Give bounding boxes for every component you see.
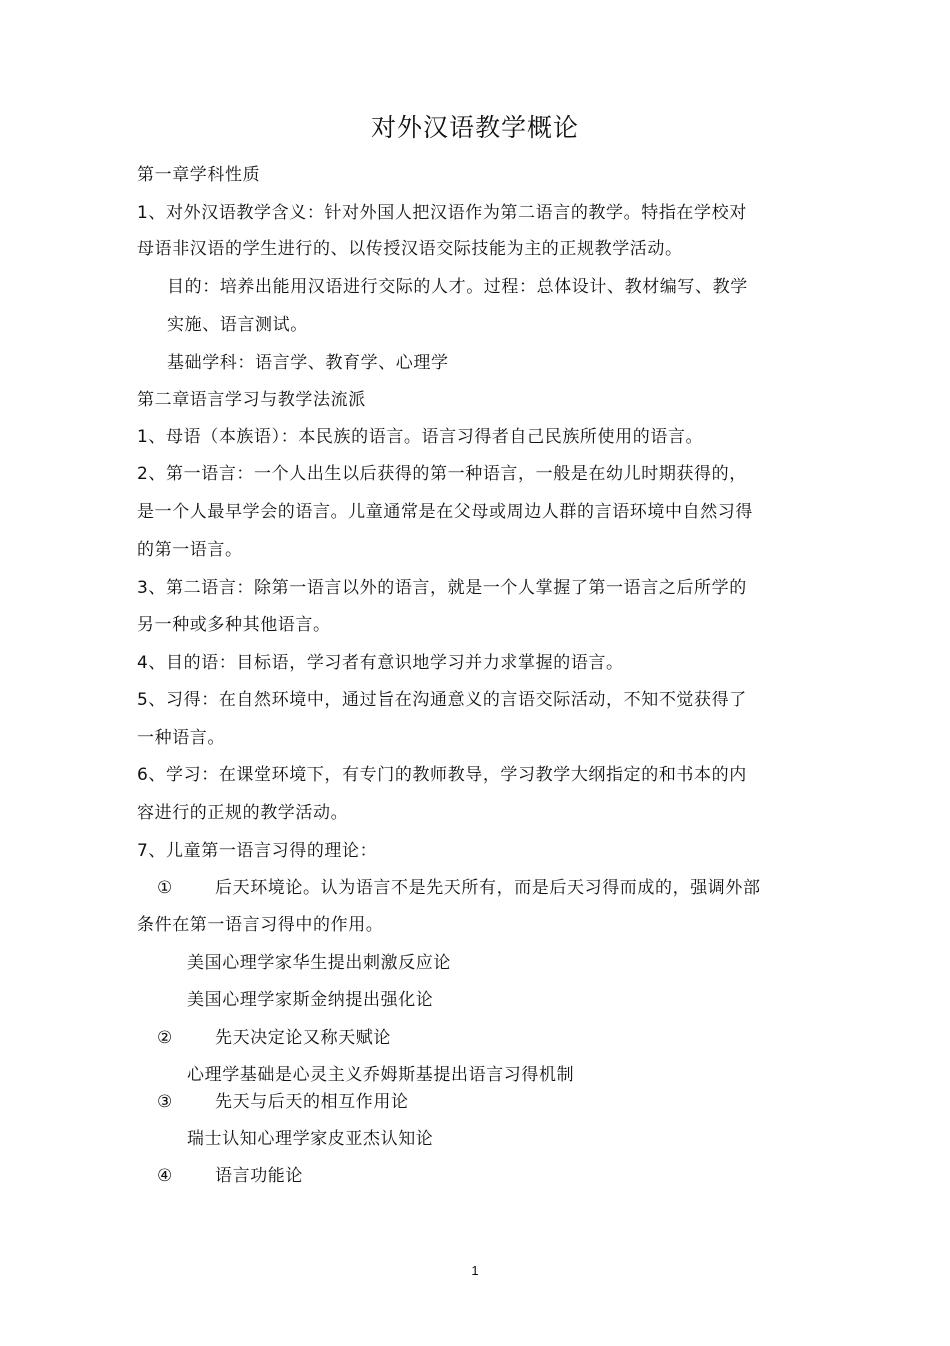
paragraph-line: 7、儿童第一语言习得的理论：	[137, 841, 378, 861]
paragraph-line: 另一种或多种其他语言。	[137, 615, 331, 635]
paragraph-line: 目的：培养出能用汉语进行交际的人才。过程：总体设计、教材编写、教学	[167, 277, 748, 297]
list-item-text: 先天决定论又称天赋论	[215, 1028, 391, 1048]
paragraph-line: 条件在第一语言习得中的作用。	[137, 915, 384, 935]
paragraph-line: 1、母语（本族语）：本民族的语言。语言习得者自己民族所使用的语言。	[137, 427, 704, 447]
paragraph-line: 1、对外汉语教学含义：针对外国人把汉语作为第二语言的教学。特指在学校对	[137, 203, 747, 223]
list-marker: ①	[157, 878, 173, 898]
paragraph-line: 母语非汉语的学生进行的、以传授汉语交际技能为主的正规教学活动。	[137, 239, 683, 259]
paragraph-line: 实施、语言测试。	[167, 315, 308, 335]
paragraph-line: 心理学基础是心灵主义乔姆斯基提出语言习得机制	[187, 1065, 575, 1085]
paragraph-line: 美国心理学家斯金纳提出强化论	[187, 990, 434, 1010]
chapter-2-heading: 第二章语言学习与教学法流派	[137, 390, 366, 410]
paragraph-line: 瑞士认知心理学家皮亚杰认知论	[187, 1129, 434, 1149]
paragraph-line: 美国心理学家华生提出刺激反应论	[187, 953, 451, 973]
document-title: 对外汉语教学概论	[370, 113, 579, 142]
paragraph-line: 3、第二语言：除第一语言以外的语言，就是一个人掌握了第一语言之后所学的	[137, 578, 747, 598]
list-marker: ③	[157, 1092, 173, 1112]
paragraph-line: 2、第一语言：一个人出生以后获得的第一种语言，一般是在幼儿时期获得的，	[137, 464, 747, 484]
list-item-text: 先天与后天的相互作用论	[215, 1092, 409, 1112]
paragraph-line: 是一个人最早学会的语言。儿童通常是在父母或周边人群的言语环境中自然习得	[137, 502, 753, 522]
list-item-text: 后天环境论。认为语言不是先天所有，而是后天习得而成的，强调外部	[215, 878, 761, 898]
paragraph-line: 一种语言。	[137, 728, 225, 748]
page-number: 1	[471, 1263, 479, 1278]
list-marker: ②	[157, 1028, 173, 1048]
paragraph-line: 的第一语言。	[137, 540, 243, 560]
list-marker: ④	[157, 1166, 173, 1186]
paragraph-line: 6、学习：在课堂环境下，有专门的教师教导，学习教学大纲指定的和书本的内	[137, 765, 747, 785]
list-item-text: 语言功能论	[215, 1166, 303, 1186]
paragraph-line: 5、习得：在自然环境中，通过旨在沟通意义的言语交际活动，不知不觉获得了	[137, 690, 747, 710]
paragraph-line: 4、目的语：目标语，学习者有意识地学习并力求掌握的语言。	[137, 653, 624, 673]
chapter-1-heading: 第一章学科性质	[137, 165, 261, 185]
paragraph-line: 基础学科：语言学、教育学、心理学	[167, 353, 449, 373]
paragraph-line: 容进行的正规的教学活动。	[137, 803, 349, 823]
